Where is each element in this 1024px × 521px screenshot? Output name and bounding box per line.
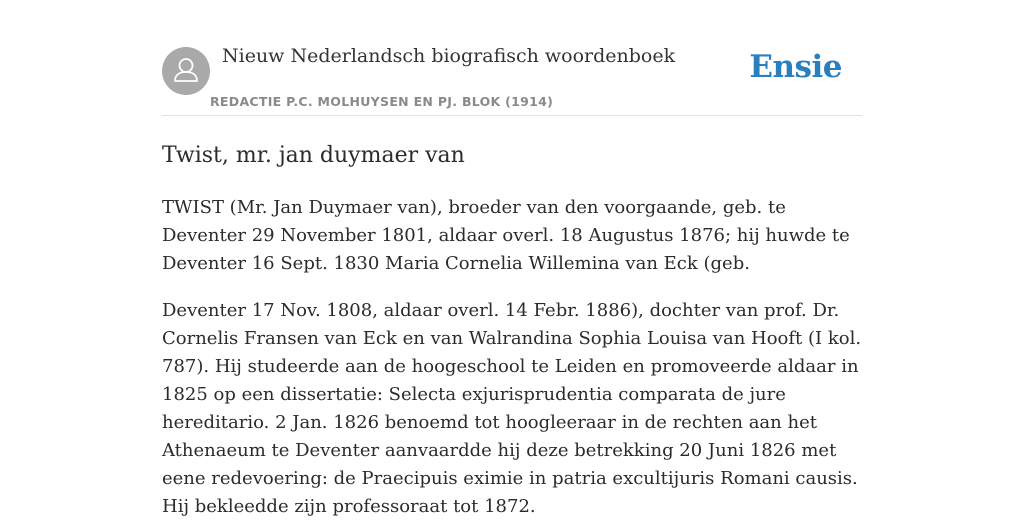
- source-header: [162, 0, 862, 116]
- entry-title: Twist, mr. jan duymaer van: [162, 143, 465, 168]
- book-title[interactable]: Nieuw Nederlandsch biografisch woordenboek: [222, 45, 676, 67]
- user-icon[interactable]: [162, 47, 210, 95]
- page-container: [162, 0, 862, 521]
- ensie-logo[interactable]: Ensie: [749, 49, 842, 85]
- editors-line: REDACTIE P.C. MOLHUYSEN EN PJ. BLOK (1914): [210, 94, 554, 109]
- entry-paragraph: Deventer 17 Nov. 1808, aldaar overl. 14 Febr. 1886), dochter van prof. Dr. Cornelis Fransen van Eck en van Walrandina Sophia Louisa van Hooft (I kol. 787). Hij studeerde aan de hoogeschool te Leiden en promoveerde aldaar in 1825 op een dissertatie: Selecta exjurisprudentia comparata de jure hereditario. 2 Jan. 1826 benoemd tot hoogleeraar in de rechten aan het Athenaeum te Deventer aanvaardde hij deze betrekking 20 Juni 1826 met eene redevoering: de Praecipuis eximie in patria excultijuris Romani causis. Hij bekleedde zijn professoraat tot 1872.: [162, 300, 862, 517]
- entry-paragraph: TWIST (Mr. Jan Duymaer van), broeder van den voorgaande, geb. te Deventer 29 November 1801, aldaar overl. 18 Augustus 1876; hij huwde te Deventer 16 Sept. 1830 Maria Cornelia Willemina van Eck (geb.: [162, 197, 850, 274]
